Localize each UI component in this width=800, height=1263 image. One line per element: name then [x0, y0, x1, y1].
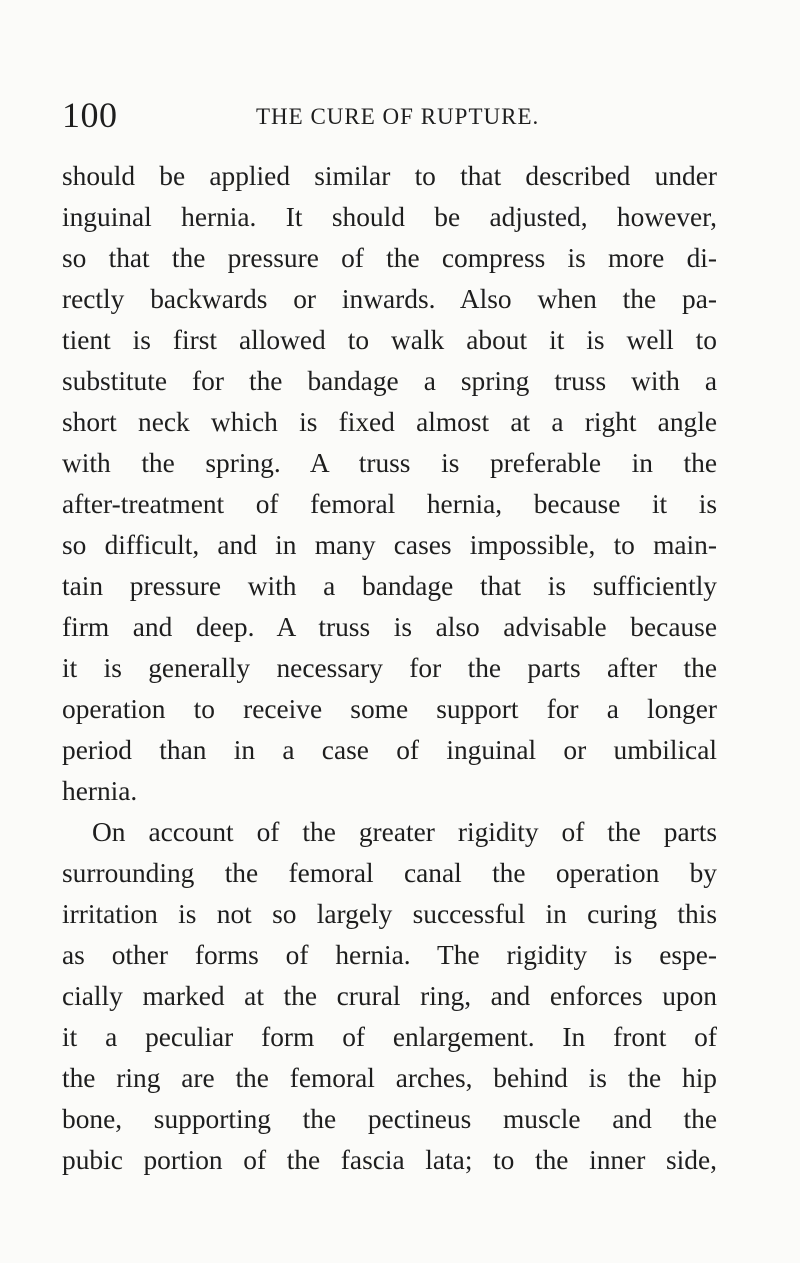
- text-line: after-treatment of femoral hernia, because it is: [62, 489, 717, 519]
- text-line: tient is first allowed to walk about it is well to: [62, 325, 717, 355]
- text-line: pubic portion of the fascia lata; to the inner side,: [62, 1145, 717, 1175]
- text-line: bone, supporting the pectineus muscle and the: [62, 1104, 717, 1134]
- text-line: hernia.: [62, 776, 138, 806]
- text-line: surrounding the femoral canal the operation by: [62, 858, 717, 888]
- body-text: [62, 156, 717, 1181]
- text-line: as other forms of hernia. The rigidity is espe-: [62, 940, 717, 970]
- text-line: firm and deep. A truss is also advisable because: [62, 612, 717, 642]
- text-line: short neck which is fixed almost at a right angle: [62, 407, 717, 437]
- page-header: [62, 93, 722, 137]
- text-line: it is generally necessary for the parts after the: [62, 653, 717, 683]
- text-line: it a peculiar form of enlargement. In front of: [62, 1022, 717, 1052]
- text-line: irritation is not so largely successful in curing this: [62, 899, 717, 929]
- page-number: 100: [62, 95, 118, 135]
- text-line: so that the pressure of the compress is more di-: [62, 243, 717, 273]
- text-line: so difficult, and in many cases impossible, to main-: [62, 530, 717, 560]
- text-line: inguinal hernia. It should be adjusted, however,: [62, 202, 717, 232]
- text-line: rectly backwards or inwards. Also when the pa-: [62, 284, 717, 314]
- text-line: with the spring. A truss is preferable in the: [62, 448, 717, 478]
- paragraph-start-line: On account of the greater rigidity of the parts: [92, 817, 717, 847]
- text-line: cially marked at the crural ring, and enforces upon: [62, 981, 717, 1011]
- text-line: should be applied similar to that described under: [62, 161, 717, 191]
- text-line: period than in a case of inguinal or umbilical: [62, 735, 717, 765]
- running-title: THE CURE OF RUPTURE.: [256, 104, 540, 129]
- text-line: the ring are the femoral arches, behind is the hip: [62, 1063, 717, 1093]
- text-line: substitute for the bandage a spring truss with a: [62, 366, 717, 396]
- text-line: operation to receive some support for a longer: [62, 694, 717, 724]
- text-line: tain pressure with a bandage that is sufficiently: [62, 571, 717, 601]
